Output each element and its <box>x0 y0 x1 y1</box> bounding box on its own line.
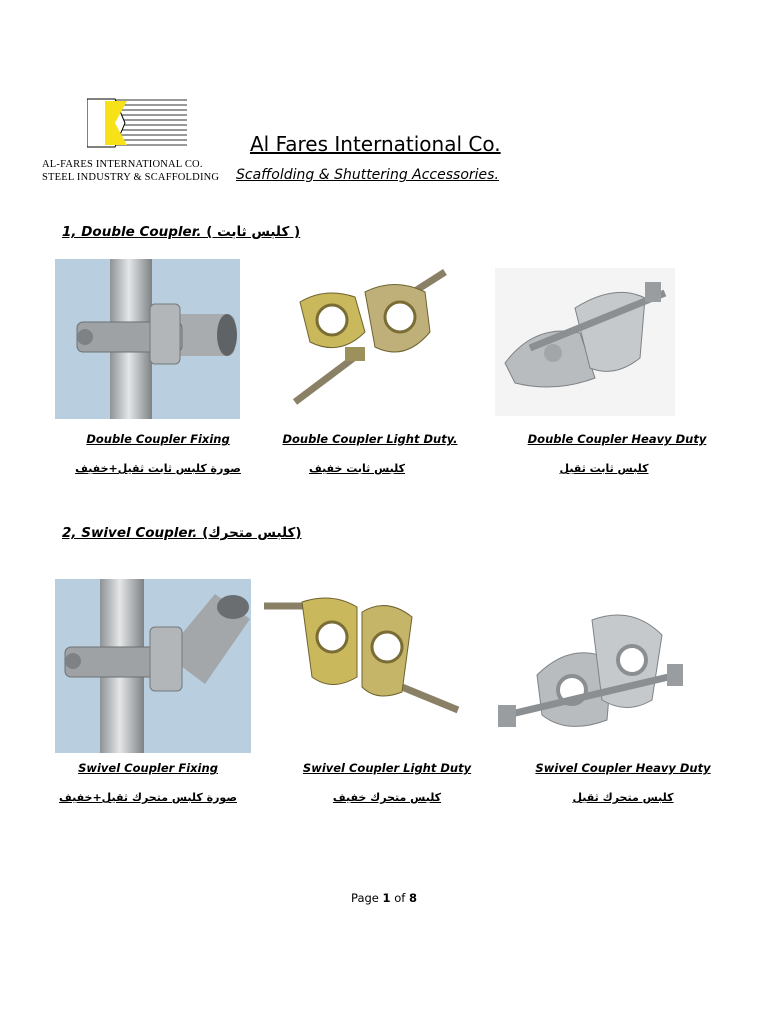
section-heading-text: 1, Double Coupler. <box>62 224 202 240</box>
product-name: Swivel Coupler Fixing <box>78 761 218 775</box>
product-name-arabic: صورة كلبس ثابت ثقيل+خفيف <box>75 462 241 475</box>
product-name-arabic: كلبس ثابت خفيف <box>308 462 406 475</box>
of-word: of <box>394 891 406 905</box>
photo-swivel-coupler-heavy-duty <box>492 600 690 740</box>
product-name: Double Coupler Light Duty. <box>282 432 458 446</box>
photo-double-coupler-fixing <box>55 259 240 419</box>
product-name-arabic: صورة كلبس متحرك ثقيل+خفيف <box>59 791 237 804</box>
photo-double-coupler-heavy-duty <box>495 268 675 416</box>
page-subtitle: Scaffolding & Shuttering Accessories. <box>236 167 499 183</box>
product-name-arabic: كلبس متحرك ثقيل <box>572 791 674 804</box>
page-current: 1 <box>382 891 391 905</box>
product-name: Swivel Coupler Light Duty <box>302 761 472 775</box>
section-heading-arabic: (كلبس متحرك) <box>202 525 302 541</box>
company-logo <box>42 95 222 190</box>
product-name-arabic: كلبس ثابت ثقيل <box>559 462 649 475</box>
product-name-arabic: كلبس متحرك خفيف <box>332 791 442 804</box>
page-title: Al Fares International Co. <box>250 132 501 156</box>
product-name: Double Coupler Fixing <box>86 432 230 446</box>
section-heading-double-coupler <box>62 224 300 240</box>
logo-mark-icon <box>87 97 187 149</box>
photo-swivel-coupler-fixing <box>55 579 251 753</box>
product-name: Swivel Coupler Heavy Duty <box>535 761 711 775</box>
section-heading-text: 2, Swivel Coupler. <box>62 525 198 541</box>
logo-line-2: STEEL INDUSTRY & SCAFFOLDING <box>42 172 220 183</box>
product-name: Double Coupler Heavy Duty <box>527 432 707 446</box>
page-total: 8 <box>408 891 417 905</box>
photo-double-coupler-light-duty <box>285 262 460 412</box>
page-number <box>0 891 768 905</box>
page-word: Page <box>351 891 379 905</box>
section-heading-swivel-coupler <box>62 525 302 541</box>
logo-line-1: AL-FARES INTERNATIONAL CO. <box>42 159 203 170</box>
section-heading-arabic: ( كلبس ثابت ) <box>206 224 301 240</box>
photo-swivel-coupler-light-duty <box>262 592 462 714</box>
